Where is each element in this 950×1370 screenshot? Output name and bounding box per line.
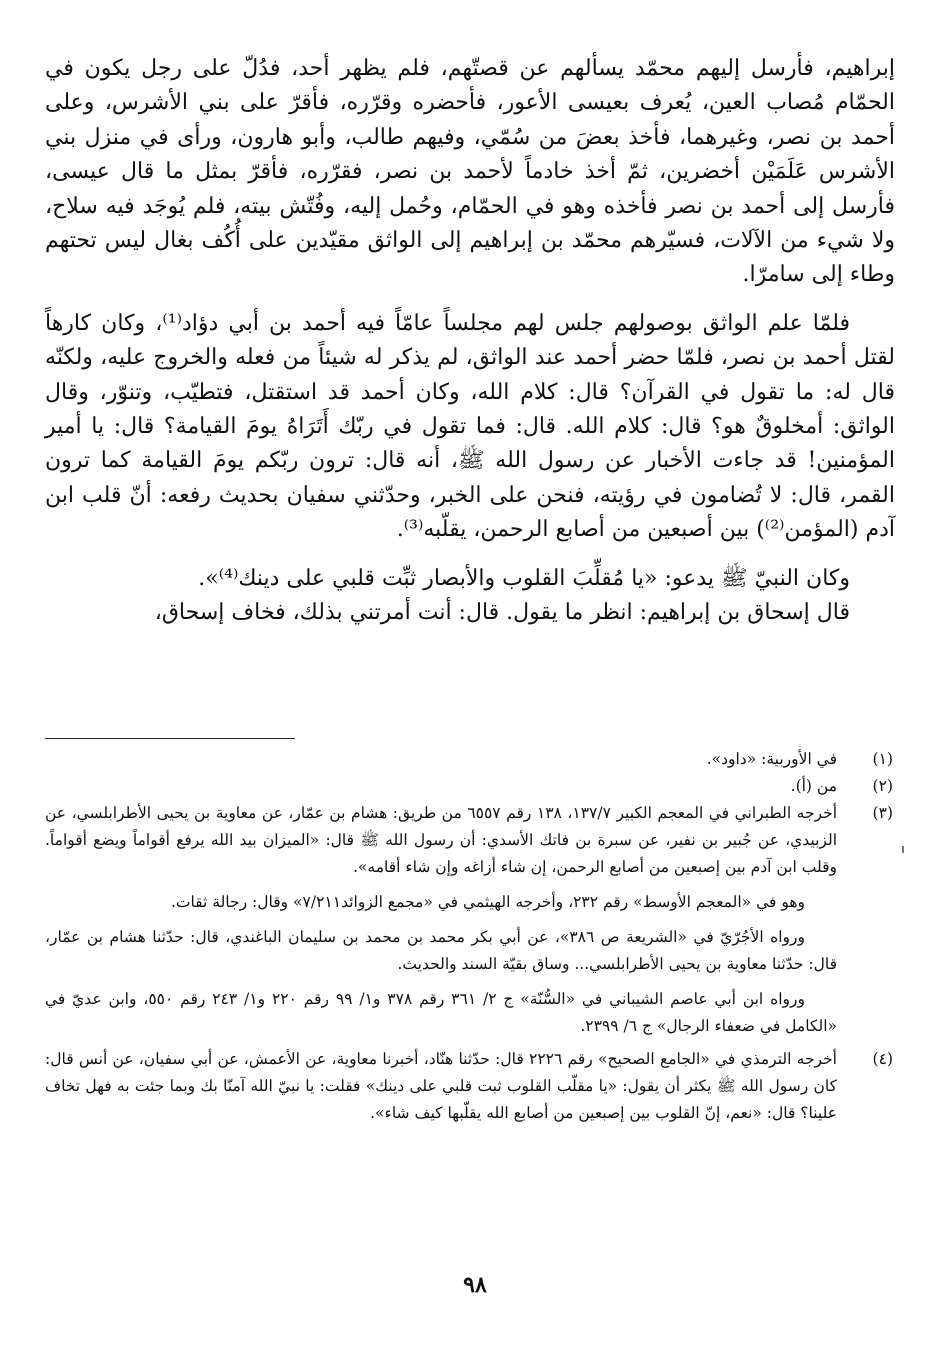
page-number: ٩٨ [463, 1272, 487, 1298]
paragraph-1: إبراهيم، فأرسل إليهم محمّد يسألهم عن قصتّهم، فلم يظهر أحد، فدُلّ على رجل يكون في الحمّام مُصاب العين، يُعرف بعيسى الأعور، فأحضره وقرّره، فأقرّ على بني الأشرس، وعلى أحمد بن نصر، وغيرهما، فأخذ بعضَ من سُمّي، وفيهم طالب، وأبو هارون، ورأى في منزل بني الأشرس عَلَمَيْن أخضرين، ثمّ أخذ خادماً لأحمد بن نصر، فقرّره، فأقرّ بمثل ما قال عيسى، فأرسل إلى أحمد بن نصر فأخذه وهو في الحمّام، وحُمل إليه، وفُتّش بيته، فلم يُوجَد فيه سلاح، ولا شيء من الآلات، فسيّرهم محمّد بن إبراهيم إلى الواثق مقيّدين على أُكُف بغال ليس تحتهم وطاء إلى سامرّا. [45, 56, 895, 288]
paragraph-3: وكان النبيّ ﷺ يدعو: «يا مُقلِّبَ القلوب والأبصار ثبِّت قلبي على دينك⁽⁴⁾». [198, 565, 850, 591]
footnote-2 [45, 773, 893, 800]
footnote-text: ورواه الأجُرّيّ في «الشريعة ص ٣٨٦»، عن أبي بكر محمد بن محمد بن سليمان الباغندي، قال: حدّثنا هشام بن عمّار، قال: حدّثنا معاوية بن يحيى الأطرابلسي... وساق بقيّة السند والحديث. [45, 928, 837, 973]
footnote-number: (٢) [872, 777, 893, 795]
footnote-text: من (أ). [790, 777, 837, 795]
footnote-text: أخرجه الترمذي في «الجامع الصحيح» رقم ٢٢٢٦ قال: حدّثنا هنّاد، أخبرنا معاوية، عن الأعمش، عن أبي سفيان، عن أنس قال: كان رسول الله ﷺ يكثر أن يقول: «يا مقلّب القلوب ثبت قلبي على دينك» فقلت: يا نبيّ الله آمنّا بك وبما جئت به فهل تخاف علينا؟ قال: «نعم، إنّ القلوب بين إصبعين من أصابع الله يقلّبها كيف شاء». [45, 1050, 837, 1122]
footnote-text: ورواه ابن أبي عاصم الشيباني في «السُّنّة» ج ٢/ ٣٦١ رقم ٣٧٨ و١/ ٩٩ رقم ٢٢٠ و١/ ٢٤٣ رقم ٥٥٠، وابن عديّ في «الكامل في ضعفاء الرجال» ج ٦/ ٢٣٩٩. [45, 990, 837, 1035]
footnote-number: (٤) [872, 1050, 893, 1068]
footnote-1 [45, 746, 893, 773]
margin-mark [902, 846, 904, 853]
footnotes [45, 746, 893, 1127]
footnote-number: (١) [872, 750, 893, 768]
footnote-3 [45, 800, 893, 1040]
footnote-text: وهو في «المعجم الأوسط» رقم ٢٣٢، وأخرجه الهيثمي في «مجمع الزوائد٧/٢١١» وقال: رجالة ثقات. [170, 893, 805, 911]
footnote-separator [45, 738, 295, 739]
footnote-text: في الأوربية: «داود». [706, 750, 837, 768]
footnote-4 [45, 1046, 893, 1127]
footnote-number: (٣) [872, 804, 893, 822]
paragraph-2: فلمّا علم الواثق بوصولهم جلس لهم مجلساً عامّاً فيه أحمد بن أبي دؤاد⁽¹⁾، وكان كارهاً لقتل أحمد بن نصر، فلمّا حضر أحمد عند الواثق، لم يذكر له شيئاً من فعله والخروج عليه، ولكنّه قال له: ما تقول في القرآن؟ قال: كلام الله، وكان أحمد قد استقتل، فتطيّب، وتنوّر، وقال الواثق: أمخلوقٌ هو؟ قال: كلام الله. قال: فما تقول في ربّك أَتَرَاهُ يومَ القيامة؟ قال: يا أمير المؤمنين! قد جاءت الأخبار عن رسول الله ﷺ، أنه قال: ترون ربّكم يومَ القيامة كما ترون القمر، قال: لا تُضامون في رؤيته، فنحن على الخبر، وحدّثني سفيان بحديث رفعه: أنّ قلب ابن آدم (المؤمن⁽²⁾) بين أصبعين من أصابع الرحمن، يقلّبه⁽³⁾. [45, 310, 895, 543]
footnote-text: أخرجه الطبراني في المعجم الكبير ١٣٧/٧، ١٣٨ رقم ٦٥٥٧ من طريق: هشام بن عمّار، عن معاوية بن يحيى الأطرابلسي، عن الزبيدي، عن جُبير بن نفير، عن سبرة بن فاتك الأسدي: أن رسول الله ﷺ قال: «الميزان بيد الله يرفع أقواماً ويضع أقواماً. وقلب ابن آدم بين إصبعين من أصابع الرحمن، إن شاء أزاغه وإن شاء أقامه». [45, 804, 837, 876]
main-text [45, 52, 895, 631]
paragraph-4: قال إسحاق بن إبراهيم: انظر ما يقول. قال: أنت أمرتني بذلك، فخاف إسحاق، [154, 600, 850, 626]
